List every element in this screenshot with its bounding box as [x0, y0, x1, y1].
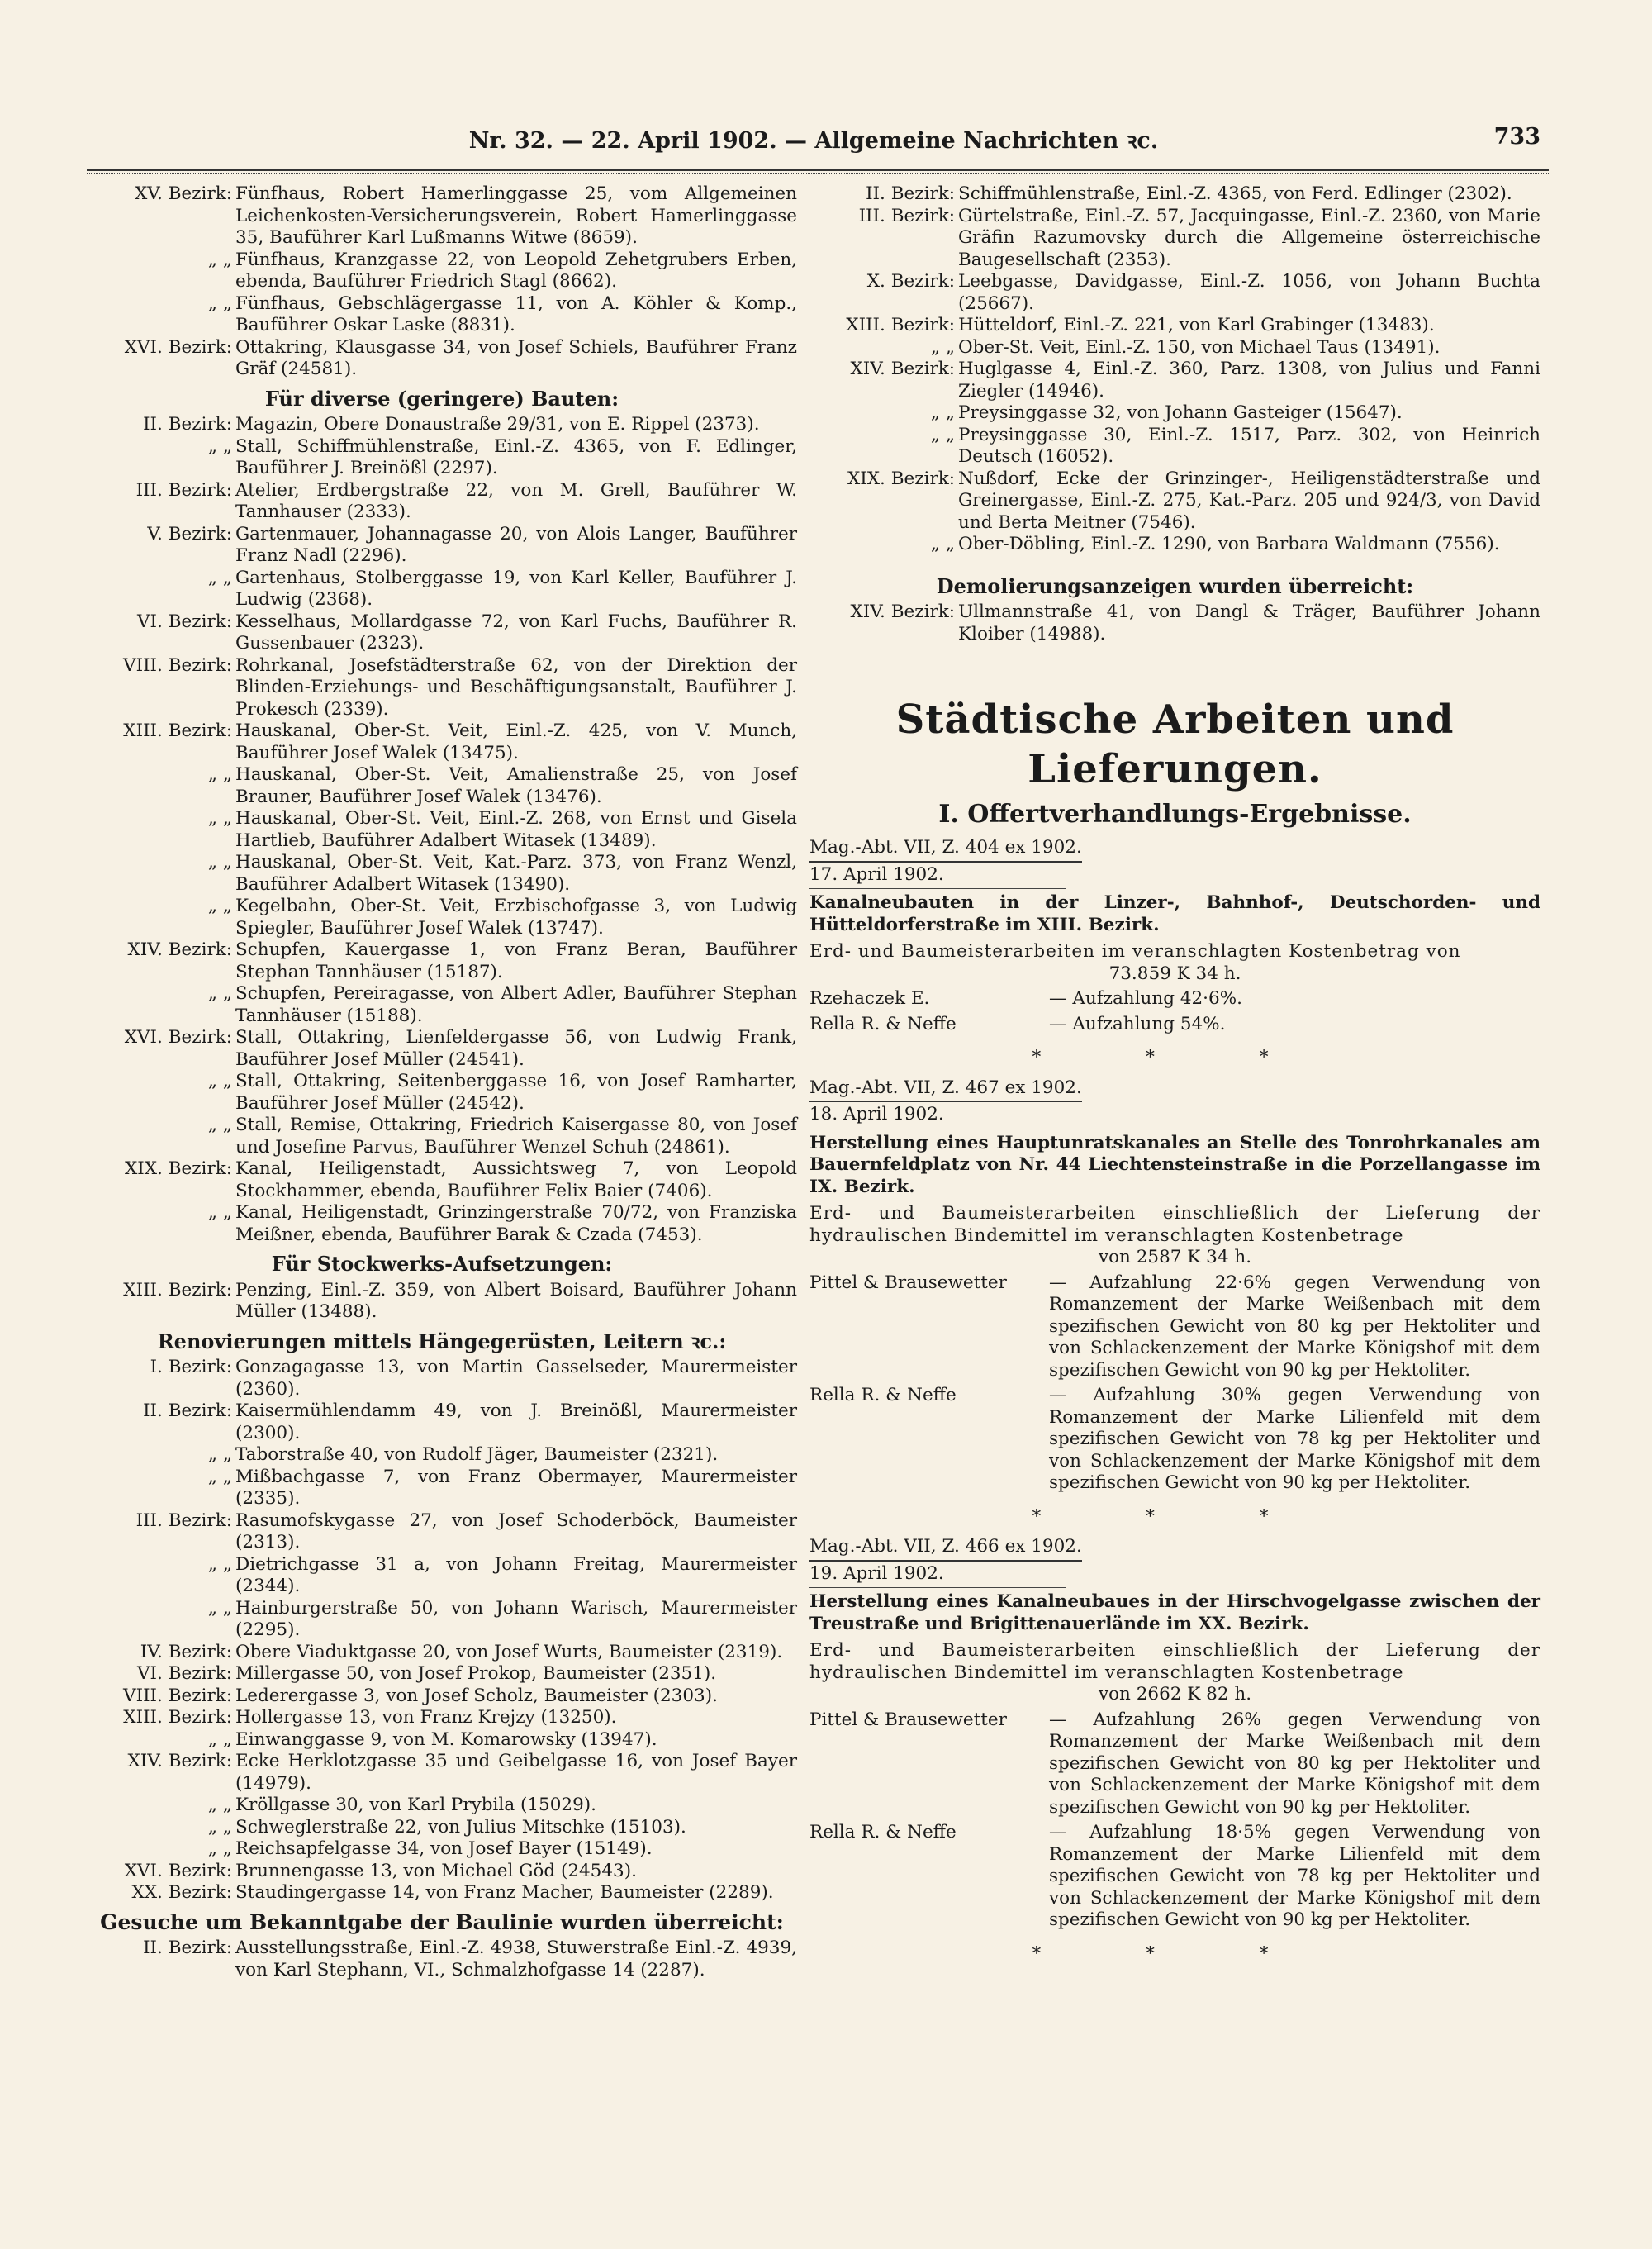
offer-description — [809, 1203, 1540, 1269]
bid-list — [809, 988, 1540, 1035]
section-heading: Renovierungen mittels Hängegerüsten, Leitern ꝛc.: — [157, 1329, 727, 1353]
entry-text: Kanal, Heiligenstadt, Grinzingerstraße 70/72, von Franziska Meißner, ebenda, Bauführer Barak & Czada (7453). — [235, 1202, 797, 1245]
bid-entry — [809, 1385, 1540, 1495]
district-entry — [87, 983, 797, 1027]
offer-amount: von 2662 K 82 h. — [1098, 1684, 1252, 1705]
district-entry — [809, 402, 1540, 425]
entry-list — [809, 601, 1540, 645]
bidder-name: Rzehaczek E. — [809, 988, 930, 1009]
district-entry — [87, 1444, 797, 1467]
bid-text: — Aufzahlung 26% gegen Verwendung von Romanzement der Marke Weißenbach mit dem spezifischen Gewicht von 80 kg per Hektoliter und von Schlackenzement der Marke Königshof mit dem spezifischen Gewicht von 90 kg per Hektoliter. — [1049, 1709, 1540, 1818]
district-label: XVI. Bezirk: — [124, 336, 232, 358]
district-entry — [809, 468, 1540, 535]
entry-text: Obere Viaduktgasse 20, von Josef Wurts, Baumeister (2319). — [235, 1641, 783, 1662]
offer-block — [809, 837, 1540, 1069]
entry-text: Schupfen, Kauergasse 1, von Franz Beran, Bauführer Stephan Tannhäuser (15187). — [235, 939, 797, 982]
district-label: XIX. Bezirk: — [847, 468, 955, 489]
district-entry — [87, 1357, 797, 1400]
entry-text: Kesselhaus, Mollardgasse 72, von Karl Fuchs, Bauführer R. Gussenbauer (2323). — [235, 611, 797, 654]
bid-entry — [809, 988, 1540, 1010]
district-entry — [87, 939, 797, 983]
district-label: III. Bezirk: — [858, 205, 955, 226]
district-entry — [809, 206, 1540, 272]
entry-list — [87, 1357, 797, 1904]
district-entry — [87, 1729, 797, 1752]
district-entry — [809, 425, 1540, 468]
bid-list — [809, 1272, 1540, 1495]
district-entry — [87, 808, 797, 852]
district-entry — [87, 655, 797, 721]
bid-text: — Aufzahlung 42·6%. — [1049, 988, 1242, 1009]
district-entry — [87, 1795, 797, 1817]
header-title: Nr. 32. — 22. April 1902. — Allgemeine Nachrichten ꝛc. — [468, 128, 1159, 154]
bidder-name: Pittel & Brausewetter — [809, 1272, 1007, 1293]
district-label: „ „ — [207, 896, 232, 916]
district-label: „ „ — [207, 1444, 232, 1465]
section-heading: Für diverse (geringere) Bauten: — [264, 386, 620, 411]
entry-text: Rohrkanal, Josefstädterstraße 62, von der Direktion der Blinden-Erziehungs- und Beschäftigungsanstalt, Bauführer J. Prokesch (2339). — [235, 654, 797, 720]
district-label: II. Bezirk: — [143, 414, 232, 435]
district-entry — [87, 1938, 797, 1981]
entry-list — [809, 183, 1540, 556]
offer-project: Kanalneubauten in der Linzer-, Bahnhof-, Deutschorden- und Hütteldorferstraße im XIII. Bezirk. — [809, 892, 1540, 935]
district-entry — [87, 1280, 797, 1324]
entry-text: Schupfen, Pereiragasse, von Albert Adler, Bauführer Stephan Tannhäuser (15188). — [235, 983, 797, 1026]
entry-text: Fünfhaus, Gebschlägergasse 11, von A. Köhler & Komp., Bauführer Oskar Laske (8831). — [235, 292, 797, 335]
district-label: „ „ — [207, 1728, 232, 1750]
district-label: II. Bezirk: — [143, 1938, 232, 1958]
district-label: „ „ — [207, 808, 232, 829]
entry-list — [87, 183, 797, 381]
entry-text: Hauskanal, Ober-St. Veit, Einl.-Z. 268, von Ernst und Gisela Hartlieb, Bauführer Adalbert Witasek (13489). — [235, 808, 797, 851]
district-entry — [87, 1202, 797, 1246]
district-entry — [809, 183, 1540, 206]
header-rule — [87, 169, 1549, 171]
entry-text: Penzing, Einl.-Z. 359, von Albert Boisard, Bauführer Johann Müller (13488). — [235, 1279, 797, 1322]
entry-text: Einwanggasse 9, von M. Komarowsky (13947). — [235, 1728, 657, 1750]
district-label: „ „ — [930, 534, 955, 554]
district-entry — [87, 480, 797, 524]
district-label: „ „ — [207, 852, 232, 872]
district-entry — [87, 1861, 797, 1883]
section-heading: Gesuche um Bekanntgabe der Baulinie wurden überreicht: — [100, 1909, 784, 1934]
entry-text: Reichsapfelgasse 34, von Josef Bayer (15149). — [235, 1838, 653, 1859]
district-label: XIV. Bezirk: — [850, 601, 955, 622]
district-label: VIII. Bezirk: — [123, 654, 232, 676]
district-label: XIV. Bezirk: — [127, 939, 232, 960]
district-entry — [87, 1598, 797, 1642]
district-entry — [87, 852, 797, 896]
district-label: „ „ — [207, 1795, 232, 1815]
entry-text: Rasumofskygasse 27, von Josef Schoderböck, Baumeister (2313). — [235, 1510, 797, 1552]
district-entry — [87, 1071, 797, 1115]
district-entry — [87, 436, 797, 480]
district-entry — [87, 183, 797, 250]
district-entry — [87, 1882, 797, 1904]
district-label: „ „ — [207, 1071, 232, 1091]
entry-text: Hollergasse 13, von Franz Krejzy (13250). — [235, 1707, 617, 1728]
bid-entry — [809, 1272, 1540, 1382]
district-entry — [87, 250, 797, 293]
district-entry — [87, 1838, 797, 1861]
district-label: „ „ — [207, 1597, 232, 1619]
district-label: XV. Bezirk: — [134, 183, 232, 204]
entry-text: Stall, Ottakring, Lienfeldergasse 56, von Ludwig Frank, Bauführer Josef Müller (24541). — [235, 1027, 797, 1070]
entry-text: Ullmannstraße 41, von Dangl & Träger, Bauführer Johann Kloiber (14988). — [958, 601, 1540, 644]
offer-ref — [809, 837, 1540, 863]
bid-list — [809, 1709, 1540, 1932]
bid-text: — Aufzahlung 30% gegen Verwendung von Romanzement der Marke Lilienfeld mit dem spezifischen Gewicht von 78 kg per Hektoliter und von Schlackenzement der Marke Königshof mit dem spezifischen Gewicht von 90 kg per Hektoliter. — [1049, 1385, 1540, 1493]
district-entry — [87, 568, 797, 611]
entry-text: Ausstellungsstraße, Einl.-Z. 4938, Stuwerstraße Einl.-Z. 4939, von Karl Stephann, VI., Schmalzhofgasse 14 (2287). — [235, 1938, 797, 1980]
district-label: „ „ — [207, 1816, 232, 1838]
district-entry — [87, 293, 797, 337]
district-label: XIII. Bezirk: — [123, 720, 232, 741]
district-entry — [87, 1158, 797, 1202]
entry-text: Magazin, Obere Donaustraße 29/31, von E. Rippel (2373). — [235, 414, 760, 435]
entry-text: Hütteldorf, Einl.-Z. 221, von Karl Grabinger (13483). — [958, 315, 1435, 335]
big-title: Städtische Arbeiten und Lieferungen. — [895, 697, 1455, 792]
offer-ref — [809, 1077, 1540, 1103]
district-entry — [87, 1400, 797, 1444]
entry-text: Brunnengasse 13, von Michael Göd (24543). — [235, 1860, 637, 1881]
bidder-name: Rella R. & Neffe — [809, 1013, 957, 1034]
district-label: „ „ — [207, 1202, 232, 1223]
entry-text: Hauskanal, Ober-St. Veit, Kat.-Parz. 373, von Franz Wenzl, Bauführer Adalbert Witasek (13490). — [235, 852, 797, 895]
entry-text: Dietrichgasse 31 a, von Johann Freitag, Maurermeister (2344). — [235, 1553, 797, 1596]
sub-title: I. Offertverhandlungs-Ergebnisse. — [938, 800, 1412, 829]
separator-stars: * * * — [1032, 1047, 1318, 1067]
district-entry — [87, 1817, 797, 1839]
entry-text: Gartenmauer, Johannagasse 20, von Alois Langer, Bauführer Franz Nadl (2296). — [235, 523, 797, 566]
right-column — [809, 183, 1540, 1973]
district-label: „ „ — [207, 435, 232, 457]
district-entry — [87, 1115, 797, 1158]
offer-block — [809, 1077, 1540, 1529]
offer-amount: von 2587 K 34 h. — [1098, 1247, 1252, 1267]
offer-block — [809, 1536, 1540, 1965]
offer-description-text: Erd- und Baumeisterarbeiten einschließlich der Lieferung der hydraulischen Bindemittel im veranschlagten Kostenbetrage — [809, 1203, 1540, 1246]
district-entry — [87, 414, 797, 436]
entry-text: Kanal, Heiligenstadt, Aussichtsweg 7, von Leopold Stockhammer, ebenda, Bauführer Felix Baier (7406). — [235, 1158, 797, 1201]
section-heading: Demolierungsanzeigen wurden überreicht: — [936, 573, 1414, 598]
district-label: II. Bezirk: — [866, 183, 955, 204]
page-number: 733 — [1493, 124, 1540, 150]
offer-description — [809, 1640, 1540, 1706]
district-entry — [87, 720, 797, 764]
entry-text: Gartenhaus, Stolberggasse 19, von Karl Keller, Bauführer J. Ludwig (2368). — [235, 567, 797, 610]
district-label: III. Bezirk: — [135, 479, 232, 501]
entry-list — [87, 414, 797, 1246]
entry-text: Staudingergasse 14, von Franz Macher, Baumeister (2289). — [235, 1882, 774, 1903]
district-label: X. Bezirk: — [866, 271, 955, 292]
entry-text: Atelier, Erdbergstraße 22, von M. Grell, Bauführer W. Tannhauser (2333). — [235, 479, 797, 522]
entry-text: Gürtelstraße, Einl.-Z. 57, Jacquingasse, Einl.-Z. 2360, von Marie Gräfin Razumovsky durch die Allgemeine österreichische Baugesellschaft (2353). — [958, 205, 1540, 270]
bid-text: — Aufzahlung 54%. — [1049, 1013, 1226, 1034]
district-entry — [87, 524, 797, 568]
entry-text: Mißbachgasse 7, von Franz Obermayer, Maurermeister (2335). — [235, 1466, 797, 1509]
district-entry — [87, 611, 797, 655]
entry-text: Preysinggasse 30, Einl.-Z. 1517, Parz. 302, von Heinrich Deutsch (16052). — [958, 424, 1540, 467]
district-entry — [87, 1510, 797, 1554]
entry-text: Gonzagagasse 13, von Martin Gasselseder, Maurermeister (2360). — [235, 1357, 797, 1400]
entry-list — [87, 1938, 797, 1981]
entry-text: Fünfhaus, Kranzgasse 22, von Leopold Zehetgrubers Erben, ebenda, Bauführer Friedrich Stagl (8662). — [235, 249, 797, 292]
offer-date: 17. April 1902. — [809, 864, 1066, 890]
district-entry — [87, 337, 797, 381]
district-label: IV. Bezirk: — [140, 1641, 232, 1662]
offer-date: 19. April 1902. — [809, 1563, 1066, 1589]
district-entry — [87, 1686, 797, 1708]
offer-project: Herstellung eines Kanalneubaues in der Hirschvogelgasse zwischen der Treustraße und Brigittenauerlände im XX. Bezirk. — [809, 1591, 1540, 1634]
district-label: V. Bezirk: — [147, 523, 232, 544]
bidder-name: Rella R. & Neffe — [809, 1385, 957, 1405]
district-label: „ „ — [930, 336, 955, 358]
offer-description-text: Erd- und Baumeisterarbeiten im veranschlagten Kostenbetrag von — [809, 941, 1461, 962]
entry-text: Ober-St. Veit, Einl.-Z. 150, von Michael Taus (13491). — [958, 336, 1441, 358]
district-entry — [809, 271, 1540, 315]
separator-stars: * * * — [1032, 1505, 1318, 1527]
district-label: „ „ — [207, 1838, 232, 1859]
district-entry — [87, 896, 797, 939]
district-entry — [87, 1751, 797, 1795]
entry-text: Schiffmühlenstraße, Einl.-Z. 4365, von Ferd. Edlinger (2302). — [958, 183, 1512, 204]
entry-text: Stall, Schiffmühlenstraße, Einl.-Z. 4365, von F. Edlinger, Bauführer J. Breinößl (2297). — [235, 435, 797, 478]
offer-ref-text: Mag.-Abt. VII, Z. 404 ex 1902. — [809, 837, 1082, 863]
district-label: „ „ — [207, 983, 232, 1004]
district-label: II. Bezirk: — [143, 1400, 232, 1421]
district-entry — [809, 359, 1540, 402]
district-label: XIV. Bezirk: — [127, 1751, 232, 1771]
entry-text: Ecke Herklotzgasse 35 und Geibelgasse 16, von Josef Bayer (14979). — [235, 1751, 797, 1794]
offer-description — [809, 941, 1540, 985]
bid-entry — [809, 1709, 1540, 1819]
entry-text: Schweglerstraße 22, von Julius Mitschke (15103). — [235, 1816, 686, 1838]
entry-text: Stall, Ottakring, Seitenberggasse 16, von Josef Ramharter, Bauführer Josef Müller (24542). — [235, 1071, 797, 1114]
district-entry — [809, 601, 1540, 645]
header-rule-dotted — [87, 173, 1549, 174]
district-label: XIII. Bezirk: — [123, 1279, 232, 1300]
bidder-name: Rella R. & Neffe — [809, 1822, 957, 1842]
district-entry — [87, 1707, 797, 1729]
entry-text: Hauskanal, Ober-St. Veit, Amalienstraße 25, von Josef Brauner, Bauführer Josef Walek (13476). — [235, 764, 797, 807]
entry-text: Taborstraße 40, von Rudolf Jäger, Baumeister (2321). — [235, 1444, 719, 1465]
district-label: XIII. Bezirk: — [123, 1707, 232, 1728]
entry-text: Ober-Döbling, Einl.-Z. 1290, von Barbara Waldmann (7556). — [958, 534, 1500, 554]
district-label: XVI. Bezirk: — [124, 1027, 232, 1048]
entry-text: Ottakring, Klausgasse 34, von Josef Schiels, Bauführer Franz Gräf (24581). — [235, 336, 797, 379]
district-entry — [87, 1554, 797, 1598]
district-entry — [809, 534, 1540, 556]
bidder-name: Pittel & Brausewetter — [809, 1709, 1007, 1730]
district-label: „ „ — [930, 402, 955, 423]
district-entry — [87, 1642, 797, 1664]
entry-text: Nußdorf, Ecke der Grinzinger-, Heiligenstädterstraße und Greinergasse, Einl.-Z. 275, Kat.-Parz. 205 und 924/3, von David und Berta Meitner (7546). — [958, 468, 1540, 533]
entry-text: Hauskanal, Ober-St. Veit, Einl.-Z. 425, von V. Munch, Bauführer Josef Walek (13475). — [235, 720, 797, 763]
bid-entry — [809, 1014, 1540, 1036]
entry-text: Kaisermühlendamm 49, von J. Breinößl, Maurermeister (2300). — [235, 1400, 797, 1443]
district-label: XVI. Bezirk: — [124, 1860, 232, 1881]
district-label: „ „ — [207, 249, 232, 270]
entry-text: Stall, Remise, Ottakring, Friedrich Kaisergasse 80, von Josef und Josefine Parvus, Bauführer Wenzel Schuh (24861). — [235, 1115, 797, 1158]
district-entry — [809, 337, 1540, 359]
district-label: „ „ — [207, 764, 232, 785]
bid-text: — Aufzahlung 18·5% gegen Verwendung von Romanzement der Marke Lilienfeld mit dem spezifischen Gewicht von 78 kg per Hektoliter und von Schlackenzement der Marke Königshof mit dem spezifischen Gewicht von 90 kg per Hektoliter. — [1049, 1822, 1540, 1930]
offer-ref-text: Mag.-Abt. VII, Z. 467 ex 1902. — [809, 1077, 1082, 1103]
district-label: XIX. Bezirk: — [124, 1158, 232, 1179]
district-label: „ „ — [207, 567, 232, 588]
left-column — [87, 183, 797, 1981]
entry-text: Preysinggasse 32, von Johann Gasteiger (15647). — [958, 402, 1403, 423]
offer-project: Herstellung eines Hauptunratskanales an Stelle des Tonrohrkanales am Bauernfeldplatz von Nr. 44 Liechtensteinstraße in die Porzellangasse im IX. Bezirk. — [809, 1132, 1540, 1197]
district-entry — [87, 764, 797, 808]
offer-ref — [809, 1536, 1540, 1562]
separator-stars: * * * — [1032, 1942, 1318, 1964]
district-label: I. Bezirk: — [150, 1357, 232, 1377]
entry-text: Lederergasse 3, von Josef Scholz, Baumeister (2303). — [235, 1685, 718, 1706]
entry-text: Kröllgasse 30, von Karl Prybila (15029). — [235, 1795, 596, 1815]
district-entry — [87, 1467, 797, 1510]
entry-text: Kegelbahn, Ober-St. Veit, Erzbischofgasse 3, von Ludwig Spiegler, Bauführer Josef Walek (13747). — [235, 896, 797, 939]
district-label: XIII. Bezirk: — [846, 315, 955, 335]
entry-text: Fünfhaus, Robert Hamerlinggasse 25, vom Allgemeinen Leichenkosten-Versicherungsverein, Robert Hamerlinggasse 35, Bauführer Karl Lußmanns Witwe (8659). — [235, 183, 797, 248]
entry-text: Millergasse 50, von Josef Prokop, Baumeister (2351). — [235, 1663, 717, 1684]
district-entry — [87, 1663, 797, 1686]
district-label: „ „ — [930, 424, 955, 445]
district-label: III. Bezirk: — [135, 1510, 232, 1531]
district-label: VI. Bezirk: — [137, 1663, 232, 1684]
district-label: „ „ — [207, 1115, 232, 1135]
entry-list — [87, 1280, 797, 1324]
district-label: VIII. Bezirk: — [123, 1685, 232, 1706]
entry-text: Leebgasse, Davidgasse, Einl.-Z. 1056, von Johann Buchta (25667). — [958, 271, 1540, 314]
offer-ref-text: Mag.-Abt. VII, Z. 466 ex 1902. — [809, 1536, 1082, 1562]
district-entry — [809, 315, 1540, 337]
offer-description-text: Erd- und Baumeisterarbeiten einschließlich der Lieferung der hydraulischen Bindemittel im veranschlagten Kostenbetrage — [809, 1640, 1540, 1683]
bid-text: — Aufzahlung 22·6% gegen Verwendung von Romanzement der Marke Weißenbach mit dem spezifischen Gewicht von 80 kg per Hektoliter und von Schlackenzement der Marke Königshof mit dem spezifischen Gewicht von 90 kg per Hektoliter. — [1049, 1272, 1540, 1381]
district-label: „ „ — [207, 1466, 232, 1487]
offer-amount: 73.859 K 34 h. — [1108, 963, 1241, 984]
entry-text: Huglgasse 4, Einl.-Z. 360, Parz. 1308, von Julius und Fanni Ziegler (14946). — [958, 359, 1540, 402]
page-header — [87, 124, 1540, 157]
offer-date: 18. April 1902. — [809, 1104, 1066, 1129]
district-label: „ „ — [207, 292, 232, 314]
district-label: „ „ — [207, 1553, 232, 1575]
section-heading: Für Stockwerks-Aufsetzungen: — [271, 1252, 613, 1276]
bid-entry — [809, 1822, 1540, 1932]
entry-text: Hainburgerstraße 50, von Johann Warisch, Maurermeister (2295). — [235, 1597, 797, 1640]
district-label: VI. Bezirk: — [137, 611, 232, 632]
district-label: XIV. Bezirk: — [850, 359, 955, 379]
district-label: XX. Bezirk: — [131, 1882, 232, 1903]
district-entry — [87, 1027, 797, 1071]
